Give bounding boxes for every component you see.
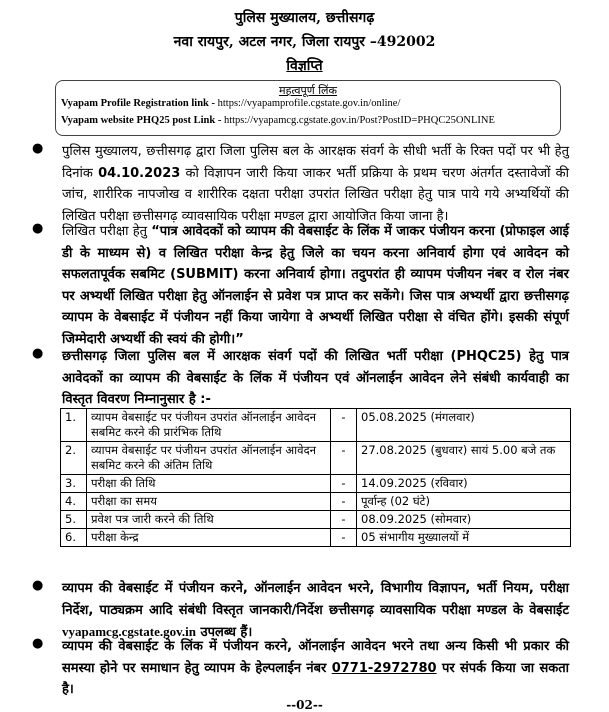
row-description: परीक्षा केन्द्र (87, 529, 331, 547)
links-title: महत्वपूर्ण लिंक (279, 84, 337, 97)
row-separator: - (331, 529, 357, 547)
table-row (61, 442, 571, 475)
table-row (61, 493, 571, 511)
row-description: व्यापम वेबसाईट पर पंजीयन उपरांत ऑनलाईन आवेदन सबमिट करने की प्रारंभिक तिथि (87, 409, 331, 442)
paragraph-3: छत्तीसगढ़ जिला पुलिस बल में आरक्षक संवर्ग पदों की लिखित भर्ती परीक्षा (PHQC25) हेतु पात्र आवेदकों का व्यापम की वेबसाईट के लिंक में पंजीयन एवं ऑनलाईन आवेदन लेने संबंधी कार्यवाही का विस्तृत विवरण निम्नानुसार है :- (62, 349, 569, 407)
row-value: 05.08.2025 (मंगलवार) (357, 409, 571, 442)
row-value: 08.09.2025 (सोमवार) (357, 511, 571, 529)
link-url[interactable]: https://vyapamcg.cgstate.gov.in/Post?PostID=PHQC25ONLINE (223, 115, 495, 126)
row-separator: - (331, 442, 357, 475)
row-description: प्रवेश पत्र जारी करने की तिथि (87, 511, 331, 529)
paragraph-4 (62, 578, 569, 644)
link-label: Vyapam Profile Registration link - (61, 98, 218, 109)
row-separator: - (331, 511, 357, 529)
row-number: 4. (61, 493, 87, 511)
link-url[interactable]: https://vyapamprofile.cgstate.gov.in/online/ (217, 98, 401, 109)
row-value: पूर्वान्ह (02 घंटे) (357, 493, 571, 511)
table-row (61, 409, 571, 442)
important-links-box (55, 80, 561, 136)
row-number: 6. (61, 529, 87, 547)
text: को विज्ञापन जारी किया जाकर भर्ती प्रक्रिया के प्रथम चरण अंतर्गत दस्तावेजों की जांच, शारीरिक नापजोख व शारीरिक दक्षता परीक्षा उपरांत लिखित परीक्षा हेतु पात्र पाये गये अभ्यर्थियों की लिखित परीक्षा छत्तीसगढ़ व्यावसायिक परीक्षा मण्डल द्वारा आयोजित किया जाना है। (62, 165, 570, 224)
text: पर संपर्क किया जा सकता है। (62, 660, 569, 697)
header-line-1: पुलिस मुख्यालय, छत्तीसगढ़ (234, 10, 375, 26)
bullet-icon: ● (32, 636, 44, 651)
vyapam-website[interactable]: vyapamcg.cgstate.gov.in (62, 624, 196, 639)
row-description: व्यापम वेबसाईट पर पंजीयन उपरांत ऑनलाईन आवेदन सबमिट करने की अंतिम तिथि (87, 442, 331, 475)
page-number: --02-- (286, 698, 323, 712)
table-row (61, 511, 571, 529)
text: व्यापम की वेबसाईट में पंजीयन करने, ऑनलाईन आवेदन भरने, विभागीय विज्ञापन, भर्ती नियम, परीक्षा निर्देश, पाठ्यक्रम आदि संबंधी विस्तृत जानकारी/निर्देश छत्तीसगढ़ व्यावसायिक परीक्षा मण्डल के वेबसाईट (62, 581, 569, 618)
profile-registration-link[interactable] (61, 98, 400, 109)
link-label: Vyapam website PHQ25 post Link - (61, 115, 224, 126)
table-row (61, 475, 571, 493)
row-number: 1. (61, 409, 87, 442)
row-number: 2. (61, 442, 87, 475)
text: पुलिस मुख्यालय, छत्तीसगढ़ द्वारा जिला पुलिस बल के आरक्षक संवर्ग के सीधी भर्ती के रिक्त पदों पर भी हेतु दिनांक (62, 144, 569, 181)
text: लिखित परीक्षा हेतु (62, 224, 152, 239)
header-line-2: नवा रायपुर, अटल नगर, जिला रायपुर –492002 (173, 34, 436, 50)
row-number: 3. (61, 475, 87, 493)
text: व्यापम की वेबसाईट के लिंक में पंजीयन करने, ऑनलाईन आवेदन भरने तथा अन्य किसी भी प्रकार की समस्या होने पर समाधान हेतु व्यापम के हेल्पलाईन नंबर (62, 639, 569, 676)
row-description: परीक्षा का समय (87, 493, 331, 511)
schedule-table (60, 408, 571, 547)
instruction-quote: “पात्र आवेदकों को व्यापम की वेबसाईट के लिंक में जाकर पंजीयन करना (प्रोफाइल आई डी के माध्यम से) व लिखित परीक्षा केन्द्र हेतु जिले का चयन करना अनिवार्य होगा एवं आवेदन को सफलतापूर्वक सबमिट (SUBMIT) करना अनिवार्य होगा। तदुपरांत ही व्यापम पंजीयन नंबर व रोल नंबर पर अभ्यर्थी लिखित परीक्षा हेतु ऑनलाईन से प्रवेश पत्र प्राप्त कर सकेंगे। जिस पात्र अभ्यर्थी द्वारा छत्तीसगढ़ व्यापम के वेबसाईट में पंजीयन नहीं किया जायेगा वे अभ्यर्थी लिखित परीक्षा से वंचित होंगे। इसकी संपूर्ण जिम्मेदारी अभ्यर्थी की स्वयं की होगी।” (62, 224, 569, 347)
row-separator: - (331, 493, 357, 511)
row-description: परीक्षा की तिथि (87, 475, 331, 493)
helpline-number[interactable]: 0771-2972780 (331, 660, 437, 676)
row-value: 27.08.2025 (बुधवार) सायं 5.00 बजे तक (357, 442, 571, 475)
row-number: 5. (61, 511, 87, 529)
post-link[interactable] (61, 115, 495, 126)
table-row (61, 529, 571, 547)
paragraph-1 (62, 141, 569, 227)
row-separator: - (331, 409, 357, 442)
text: उपलब्ध हैं। (195, 625, 253, 640)
row-value: 05 संभागीय मुख्यालयों में (357, 529, 571, 547)
bullet-icon: ● (32, 346, 44, 361)
bullet-icon: ● (32, 141, 44, 156)
advertisement-date: 04.10.2023 (98, 165, 181, 181)
bullet-icon: ● (32, 578, 44, 593)
row-value: 14.09.2025 (रविवार) (357, 475, 571, 493)
notice-title: विज्ञप्ति (286, 58, 323, 74)
row-separator: - (331, 475, 357, 493)
bullet-icon: ● (32, 221, 44, 236)
paragraph-2 (62, 221, 569, 350)
paragraph-5 (62, 636, 569, 701)
